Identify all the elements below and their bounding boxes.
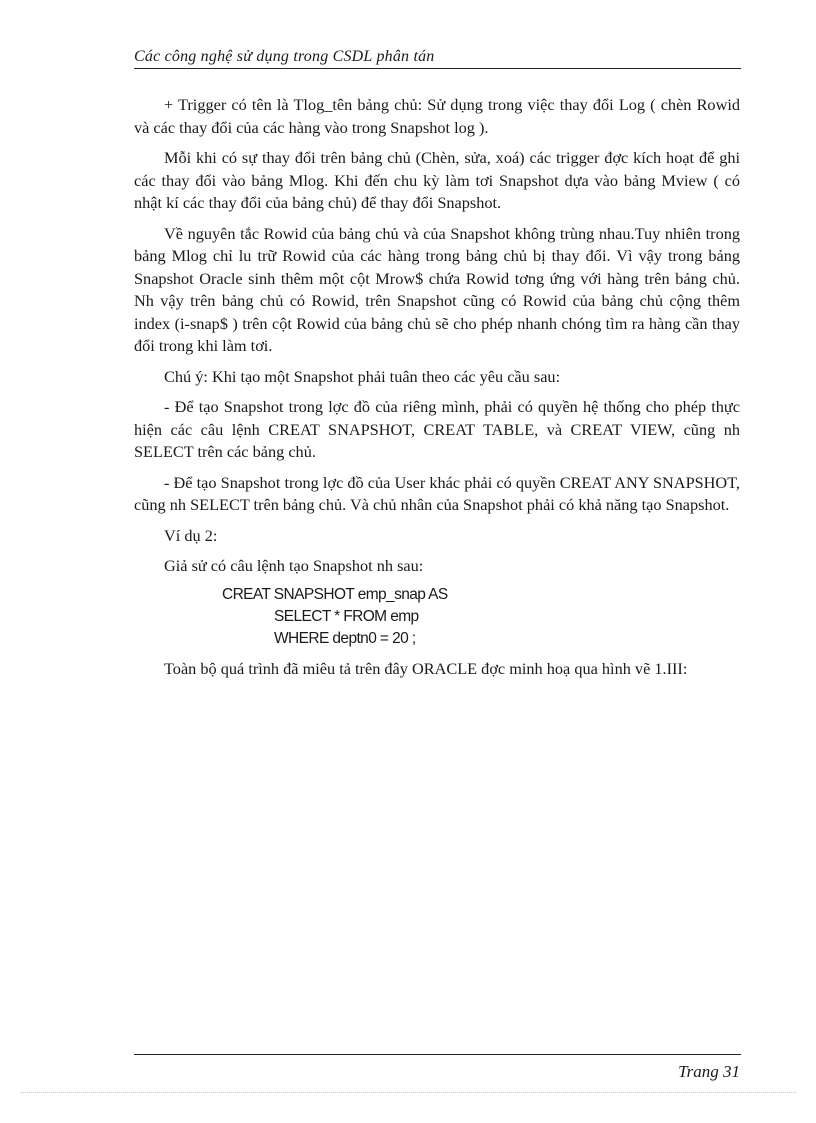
paragraph-rowid: Về nguyên tắc Rowid của bảng chủ và của Snapshot không trùng nhau.Tuy nhiên trong bảng Mlog chỉ lu trữ Rowid của các hàng trong bảng chủ bị thay đổi. Vì vậy trong bảng Snapshot Oracle sinh thêm một cột Mrow$ chứa Rowid tơng ứng với hàng trên bảng chủ. Nh vậy trên bảng chủ có Rowid, trên Snapshot cũng có Rowid của bảng chủ cộng thêm index (i-snap$ ) trên cột Rowid của bảng chủ sẽ cho phép nhanh chóng tìm ra hàng cần thay đổi trong khi làm tơi. <box>134 223 740 355</box>
paragraph-closing: Toàn bộ quá trình đã miêu tả trên đây ORACLE đợc minh hoạ qua hình vẽ 1.III: <box>164 658 688 678</box>
header-divider <box>134 68 741 69</box>
code-block <box>134 584 740 650</box>
code-line: WHERE deptn0 = 20 ; <box>274 629 416 647</box>
page-edge-dotted-line <box>20 1092 796 1093</box>
paragraph-trigger: + Trigger có tên là Tlog_tên bảng chủ: Sử dụng trong việc thay đổi Log ( chèn Rowid và các thay đổi của các hàng vào trong Snapshot log ). <box>134 95 740 137</box>
paragraph-other-schema: - Để tạo Snapshot trong lợc đồ của User khác phải có quyền CREAT ANY SNAPSHOT, cũng nh SELECT trên bảng chủ. Và chủ nhân của Snapshot phải có khả năng tạo Snapshot. <box>134 472 740 514</box>
code-line: CREAT SNAPSHOT emp_snap AS <box>222 585 448 603</box>
paragraph-note: Chú ý: Khi tạo một Snapshot phải tuân theo các yêu cầu sau: <box>164 366 561 386</box>
paragraph-example-label: Ví dụ 2: <box>164 525 218 545</box>
paragraph-change-log: Mỗi khi có sự thay đổi trên bảng chủ (Chèn, sửa, xoá) các trigger đợc kích hoạt để ghi các thay đổi vào bảng Mlog. Khi đến chu kỳ làm tơi Snapshot dựa vào bảng Mview ( có nhật kí các thay đổi của bảng chủ) để thay đổi Snapshot. <box>134 148 740 212</box>
footer-divider <box>134 1054 741 1055</box>
page-header-title: Các công nghệ sử dụng trong CSDL phân tán <box>134 48 435 65</box>
code-line: SELECT * FROM emp <box>274 607 419 625</box>
paragraph-example-intro: Giả sử có câu lệnh tạo Snapshot nh sau: <box>164 556 424 575</box>
paragraph-own-schema: - Để tạo Snapshot trong lợc đồ của riêng mình, phải có quyền hệ thống cho phép thực hiện các câu lệnh CREAT SNAPSHOT, CREAT TABLE, và CREAT VIEW, cũng nh SELECT trên các bảng chủ. <box>134 397 740 461</box>
page-number: Trang 31 <box>678 1062 740 1081</box>
document-body <box>134 94 740 688</box>
